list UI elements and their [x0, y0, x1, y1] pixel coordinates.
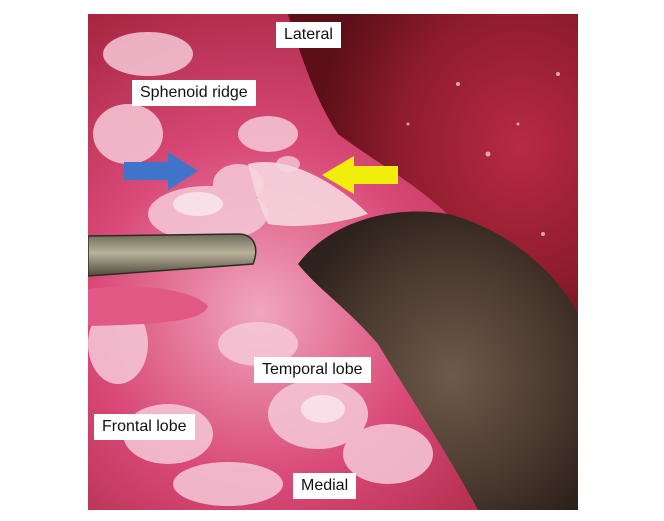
yellow-arrow-icon [322, 156, 398, 194]
label-sphenoid-ridge: Sphenoid ridge [132, 80, 256, 106]
label-temporal-lobe: Temporal lobe [254, 357, 371, 383]
label-lateral: Lateral [276, 22, 341, 48]
blue-arrow-shape [124, 152, 198, 190]
blue-arrow-icon [124, 152, 198, 190]
yellow-arrow-shape [322, 156, 398, 194]
label-frontal-lobe: Frontal lobe [94, 414, 195, 440]
label-medial: Medial [293, 473, 356, 499]
